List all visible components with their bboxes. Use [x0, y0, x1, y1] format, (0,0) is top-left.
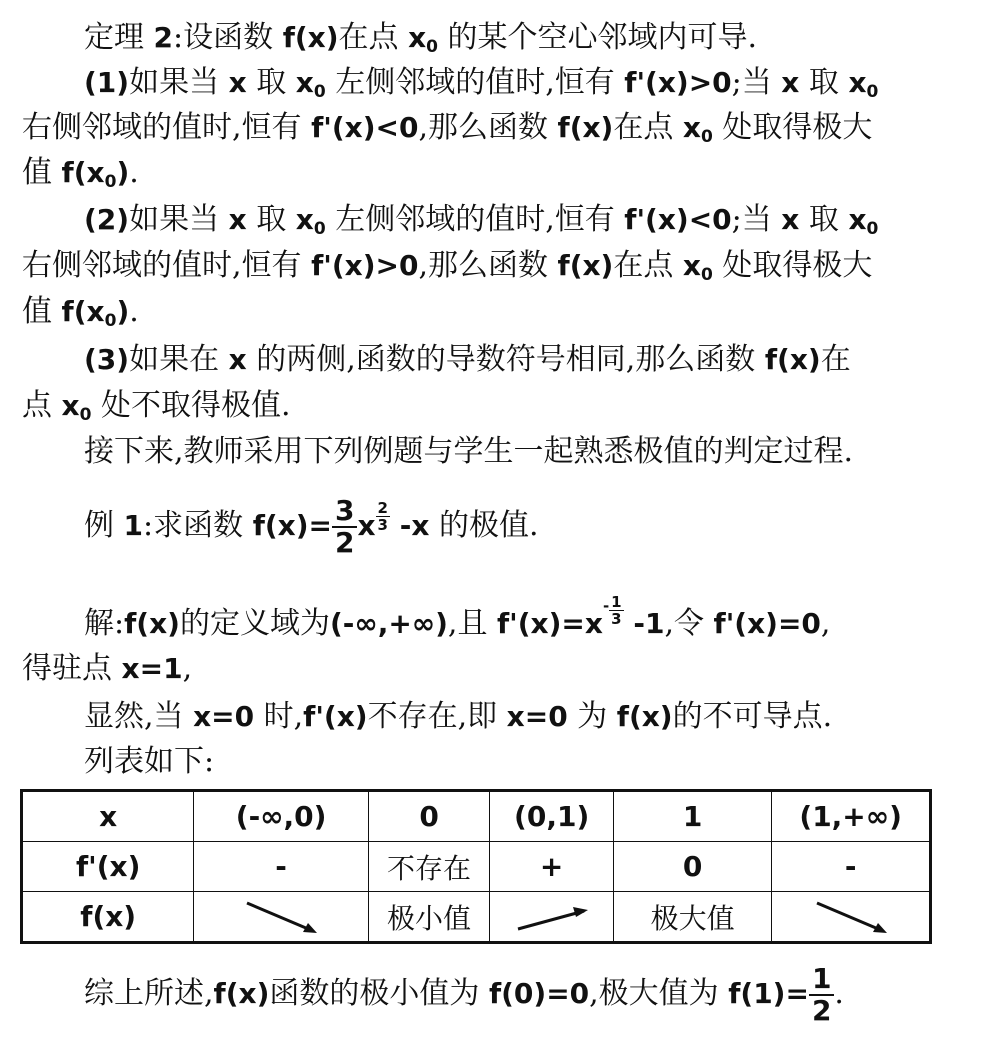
- table-cell: -: [772, 842, 931, 892]
- solution-line-2: 得驻点 x=1,: [22, 651, 193, 686]
- exponent-minus-one-third: - 1 3: [602, 593, 622, 628]
- table-cell: 0: [614, 842, 772, 892]
- table-cell: 0: [368, 791, 489, 842]
- case2-line-1: (2)如果当 x 取 $x_0$ 左侧邻域的值时,恒有 f'(x)<0;当 x 取 $x_0$: [84, 202, 879, 239]
- case3-line-2: 点 $x_0$ 处不取得极值.: [22, 388, 291, 425]
- table-cell: -: [194, 842, 368, 892]
- sign-table: [20, 789, 932, 944]
- table-cell: (1,+∞): [772, 791, 931, 842]
- table-cell: 不存在: [368, 842, 489, 892]
- table-cell: 极小值: [368, 892, 489, 943]
- example-line: 例 1:求函数 f(x)= $\frac{3}{2}$ x $\frac{2}{3}$ -x 的极值.: [84, 494, 539, 559]
- table-cell: (-∞,0): [194, 791, 368, 842]
- table-cell: f(x): [22, 892, 194, 943]
- decreasing-arrow-icon: [241, 897, 321, 937]
- table-cell: 1: [614, 791, 772, 842]
- case1-line-2: 右侧邻域的值时,恒有 f'(x)<0,那么函数 f(x)在点 $x_0$ 处取得极大: [22, 110, 873, 147]
- solution-line-1: 解:f(x)的定义域为(-∞,+∞),且 f'(x)=x - 1 3 -1,令 f'(x)=0,: [84, 593, 831, 641]
- table-cell: 极大值: [614, 892, 772, 943]
- fraction-one-half: $\frac{1}{2}$: [809, 964, 834, 1026]
- case3-line-1: (3)如果在 x 的两侧,函数的导数符号相同,那么函数 f(x)在: [84, 342, 851, 377]
- table-cell: (0,1): [490, 791, 614, 842]
- decreasing-arrow-icon: [811, 897, 891, 937]
- table-intro-line: 列表如下:: [84, 744, 215, 779]
- table-cell: x: [22, 791, 194, 842]
- theorem-line-1: 定理 2:设函数 f(x)在点 $x_0$ 的某个空心邻域内可导.: [84, 20, 758, 57]
- intro-line: 接下来,教师采用下列例题与学生一起熟悉极值的判定过程.: [84, 434, 854, 469]
- table-row: [22, 842, 931, 892]
- case2-line-3: 值 $f(x_0)$.: [22, 294, 139, 331]
- fraction-three-halves: $\frac{3}{2}$: [332, 496, 357, 558]
- table-row: [22, 892, 931, 943]
- table-row: [22, 791, 931, 842]
- exponent-two-thirds: $\frac{2}{3}$: [377, 499, 388, 534]
- table-cell: f'(x): [22, 842, 194, 892]
- case1-line-1: (1)如果当 x 取 $x_0$ 左侧邻域的值时,恒有 f'(x)>0;当 x 取 $x_0$: [84, 65, 879, 102]
- table-cell: [772, 892, 931, 943]
- table-cell: [490, 892, 614, 943]
- note-line: 显然,当 x=0 时,f'(x)不存在,即 x=0 为 f(x)的不可导点.: [84, 699, 833, 734]
- case1-line-3: 值 $f(x_0)$.: [22, 155, 139, 192]
- table-cell: [194, 892, 368, 943]
- conclusion-line: 综上所述,f(x)函数的极小值为 f(0)=0,极大值为 f(1)= $\frac{1}{2}$ .: [84, 962, 844, 1027]
- case2-line-2: 右侧邻域的值时,恒有 f'(x)>0,那么函数 f(x)在点 $x_0$ 处取得极大: [22, 248, 873, 285]
- table-cell: +: [490, 842, 614, 892]
- increasing-arrow-icon: [512, 897, 592, 937]
